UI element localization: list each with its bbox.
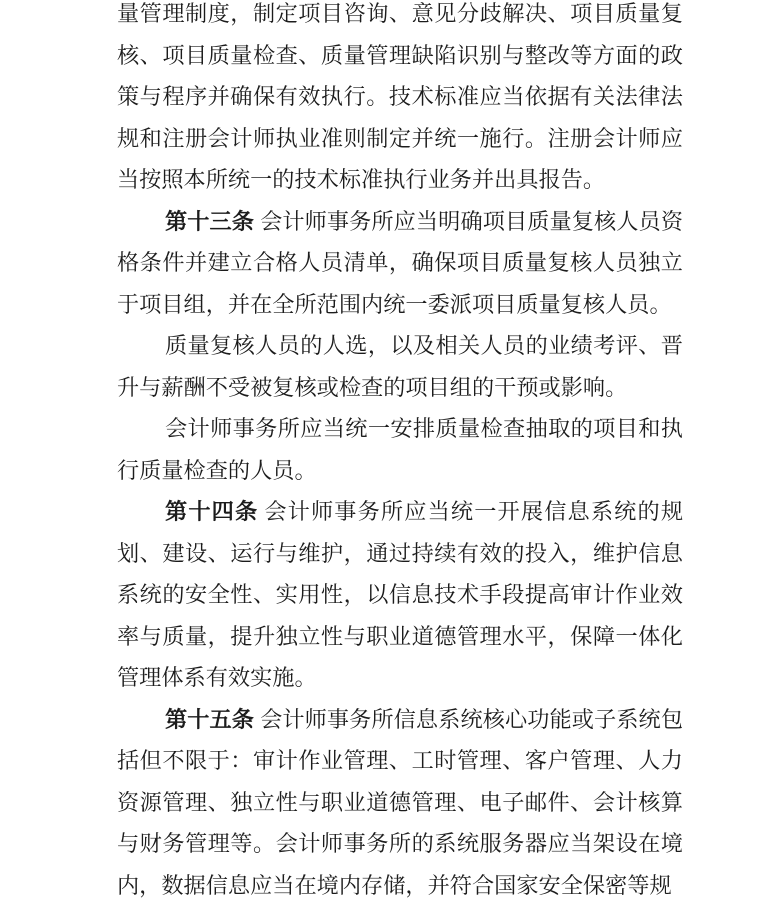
paragraph xyxy=(117,408,683,491)
paragraph-text: 会计师事务所信息系统核心功能或子系统包括但不限于：审计作业管理、工时管理、客户管理、人力资源管理、独立性与职业道德管理、电子邮件、会计核算与财务管理等。会计师事务所的系统服务器应当架设在境内，数据信息应当在境内存储，并符合国家安全保密等规 xyxy=(117,706,684,898)
article-number: 第十三条 xyxy=(165,208,255,234)
paragraph xyxy=(117,0,683,201)
paragraph-text: 质量复核人员的人选，以及相关人员的业绩考评、晋升与薪酬不受被复核或检查的项目组的干预或影响。 xyxy=(117,333,683,400)
article-number: 第十四条 xyxy=(165,499,259,524)
paragraph-article-14 xyxy=(117,491,683,699)
paragraph-text: 会计师事务所应当明确项目质量复核人员资格条件并建立合格人员清单，确保项目质量复核人员独立于项目组，并在全所范围内统一委派项目质量复核人员。 xyxy=(117,208,684,317)
paragraph-text: 量管理制度，制定项目咨询、意见分歧解决、项目质量复核、项目质量检查、质量管理缺陷识别与整改等方面的政策与程序并确保有效执行。技术标准应当依据有关法律法规和注册会计师执业准则制定并统一施行。注册会计师应当按照本所统一的技术标准执行业务并出具报告。 xyxy=(117,1,683,192)
paragraph-article-13 xyxy=(117,201,683,326)
paragraph-article-15 xyxy=(117,699,683,907)
paragraph-text: 会计师事务所应当统一安排质量检查抽取的项目和执行质量检查的人员。 xyxy=(117,416,683,483)
paragraph-text: 会计师事务所应当统一开展信息系统的规划、建设、运行与维护，通过持续有效的投入，维护信息系统的安全性、实用性，以信息技术手段提高审计作业效率与质量，提升独立性与职业道德管理水平，保障一体化管理体系有效实施。 xyxy=(117,499,684,690)
paragraph xyxy=(117,325,683,408)
document-body xyxy=(117,0,683,906)
article-number: 第十五条 xyxy=(165,706,255,732)
